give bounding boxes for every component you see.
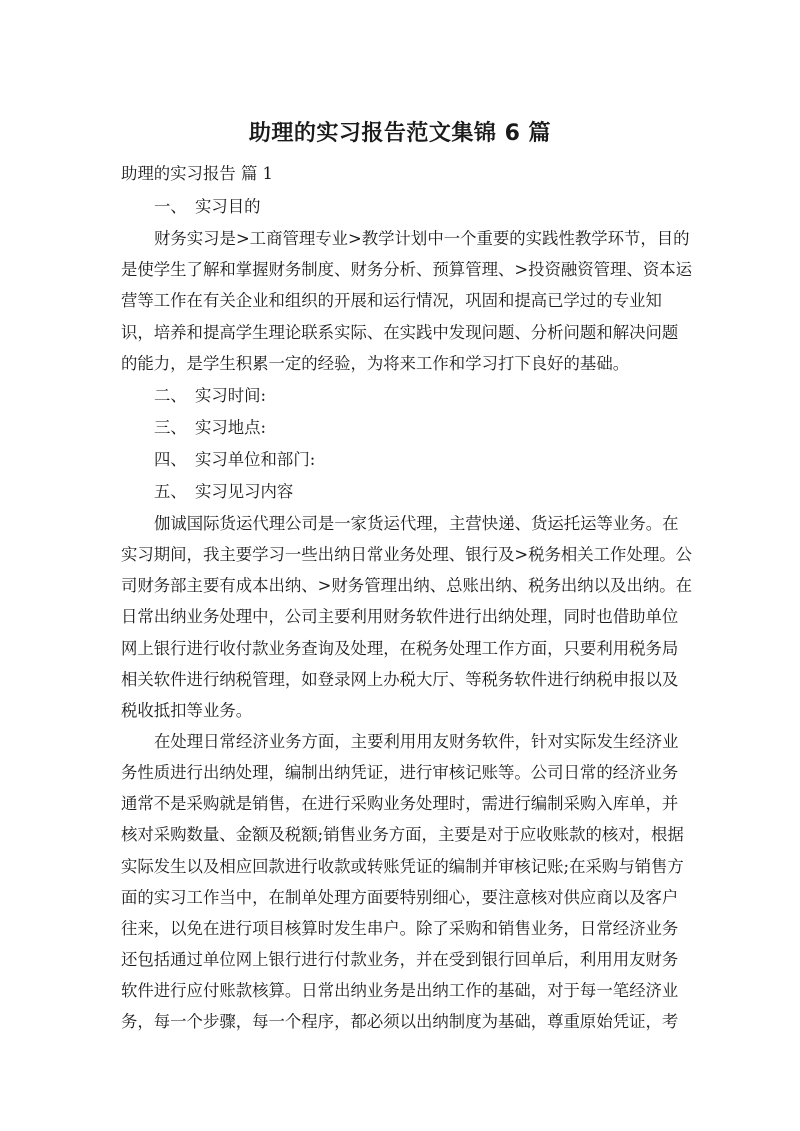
paragraph-line: 伽诚国际货运代理公司是一家货运代理，主营快递、货运托运等业务。在 [154,514,679,533]
paragraph-line: 在处理日常经济业务方面，主要利用用友财务软件，针对实际发生经济业 [154,732,679,751]
section-heading-4: 四、 实习单位和部门: [154,450,316,469]
paragraph-line: 相关软件进行纳税管理，如登录网上办税大厅、等税务软件进行纳税申报以及 [121,670,679,689]
section-heading-5: 五、 实习见习内容 [154,482,294,501]
paragraph-line: 司财务部主要有成本出纳、>财务管理出纳、总账出纳、税务出纳以及出纳。在 [121,576,693,595]
paragraph-line: 务，每一个步骤，每一个程序，都必须以出纳制度为基础，尊重原始凭证，考 [121,1012,679,1031]
paragraph-line: 还包括通过单位网上银行进行付款业务，并在受到银行回单后，利用用友财务 [121,950,679,969]
paragraph-line: 实习期间，我主要学习一些出纳日常业务处理、银行及>税务相关工作处理。公 [121,545,693,564]
page-title: 助理的实习报告范文集锦 6 篇 [248,121,552,146]
paragraph-line: 面的实习工作当中，在制单处理方面要特别细心，要注意核对供应商以及客户 [121,888,679,907]
paragraph-line: 核对采购数量、金额及税额;销售业务方面，主要是对于应收账款的核对，根据 [121,825,684,844]
paragraph-line: 往来，以免在进行项目核算时发生串户。除了采购和销售业务，日常经济业务 [121,919,679,938]
paragraph-line: 日常出纳业务处理中，公司主要利用财务软件进行出纳处理，同时也借助单位 [121,607,679,626]
paragraph-line: 财务实习是>工商管理专业>教学计划中一个重要的实践性教学环节，目的 [154,229,690,248]
paragraph-line: 税收抵扣等业务。 [121,701,253,720]
section-heading-2: 二、 实习时间: [154,386,267,405]
paragraph-line: 通常不是采购就是销售，在进行采购业务处理时，需进行编制采购入库单，并 [121,794,679,813]
paragraph-line: 识，培养和提高学生理论联系实际、在实践中发现问题、分析问题和解决问题 [121,323,679,342]
paragraph-line: 软件进行应付账款核算。日常出纳业务是出纳工作的基础，对于每一笔经济业 [121,981,679,1000]
paragraph-line: 营等工作在有关企业和组织的开展和运行情况，巩固和提高已学过的专业知 [121,291,662,310]
paragraph-line: 网上银行进行收付款业务查询及处理，在税务处理工作方面，只要利用税务局 [121,639,679,658]
document-subtitle: 助理的实习报告 篇 1 [121,164,273,183]
section-heading-1: 一、 实习目的 [154,197,261,216]
paragraph-line: 的能力，是学生积累一定的经验，为将来工作和学习打下良好的基础。 [121,354,630,373]
paragraph-line: 务性质进行出纳处理，编制出纳凭证，进行审核记账等。公司日常的经济业务 [121,763,679,782]
paragraph-line: 是使学生了解和掌握财务制度、财务分析、预算管理、>投资融资管理、资本运 [121,260,693,279]
section-heading-3: 三、 实习地点: [154,418,267,437]
paragraph-line: 实际发生以及相应回款进行收款或转账凭证的编制并审核记账;在采购与销售方 [121,857,684,876]
